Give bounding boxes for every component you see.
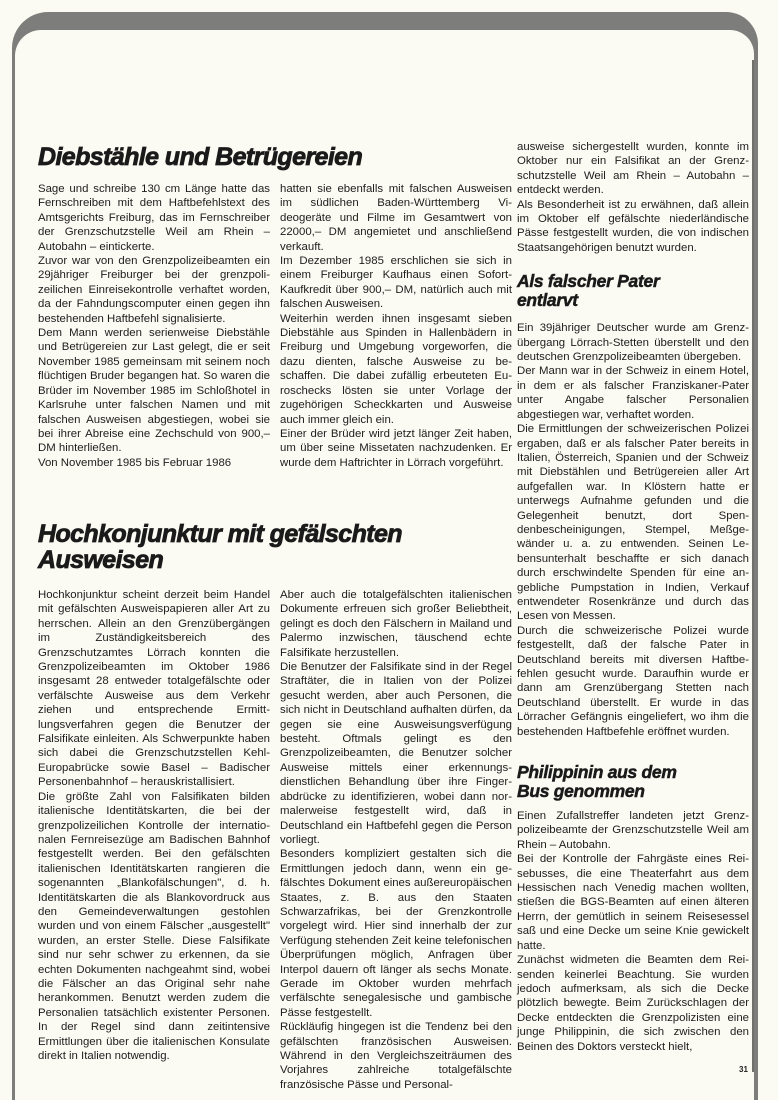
paragraph: Zunächst widmeten die Beamten dem Reisenden keinerlei Beachtung. Sie wurden jedoch aufmerksam, als sich die Decke plötzlich bewegte. Beim Zurückschlagen der Decke entdeckten die Grenzpolizisten eine junge Philippinin, die sich zwischen den Beinen des Doktors versteckt hielt,: [517, 954, 749, 1053]
paragraph: Die Ermittlungen der schweizerischen Polizei ergaben, daß er als falscher Pater bereits in Italien, Österreich, Spanien und der Schweiz mit Diebstählen und Betrügereien aller Art aufgefallen war. In Klöstern hatte er unterwegs Aufnahme gefunden und die Gelegenheit benutzt, dort Spendenbescheinigungen, Stempel, Meßgewänder u. a. zu entwenden. Seinen Lebensunterhalt beschaffte er sich danach durch erschwindelte Spenden für eine angebliche Pumpstation in Indien, Verkauf entwendeter Rosenkränze und durch das Lesen von Messen.: [517, 423, 749, 623]
frame-right-edge: [752, 60, 754, 1072]
paragraph: Bei der Kontrolle der Fahrgäste eines Reisebusses, die eine Theaterfahrt aus dem Hessischen nach Venedig machen wollten, stießen die BGS-Beamten auf einen älteren Herrn, der gemütlich in seinem Reisesessel saß und eine Decke um seine Knie gewickelt hatte.: [517, 853, 749, 952]
paragraph: Die größte Zahl von Falsifikaten bilden italienische Identitätskarten, die bei der grenzpolizeilichen Kontrolle der internationalen Fernreisezüge am Badischen Bahnhof festgestellt werden. Bei den gefälschten italienischen Identitätskarten rangieren die sogenannten „Blankofälschungen", d. h. Identitätskarten die als Blankovordruck aus den Gemeindeverwaltungen gestohlen wurden und von einem Fälscher „ausgestellt" wurden, an erster Stelle. Diese Falsifikate sind nur sehr schwer zu erkennen, da sie echten Dokumenten nachgeahmt sind, wobei die Fälscher an das Original sehr nahe herankommen. Benutzt werden zudem die Personalien tatsächlich existenter Personen. In der Regel sind dann zeitintensive Ermittlungen über die italienischen Konsulate direkt in Italien notwendig.: [38, 790, 270, 1062]
headline-pater: [517, 272, 749, 310]
paragraph: Sage und schreibe 130 cm Länge hatte das Fernschreiben mit dem Haftbefehlstext des Amtsgerichts Freiburg, das im Fernschreiber der Grenzschutzstelle Weil am Rhein – Autobahn – eintickerte.: [38, 183, 270, 253]
headline-philippinin: [517, 763, 749, 801]
paragraph: Weiterhin werden ihnen insgesamt sieben Diebstähle aus Spinden in Hallenbädern in Freiburg und Umgebung vorgeworfen, die dazu dienten, falsche Ausweise zu beschaffen. Die dabei zufällig erbeuteten Euroschecks lösten sie unter Vorlage der zugehörigen Scheckkarten und Ausweise auch immer gleich ein.: [280, 312, 512, 426]
paragraph: Als Besonderheit ist zu erwähnen, daß allein im Oktober elf gefälschte niederländische Pässe festgestellt wurden, die von indischen Staatsangehörigen benutzt wurden.: [517, 198, 749, 254]
headline-line-2: Bus genommen: [517, 781, 645, 802]
paragraph: hatten sie ebenfalls mit falschen Ausweisen im südlichen Baden-Württemberg Videogeräte und Filme im Gesamtwert von 22000,– DM angemietet und anschließend verkauft.: [280, 183, 512, 253]
page-number: 31: [739, 1065, 748, 1074]
headline-diebstaehle: Diebstähle und Betrügereien: [38, 143, 363, 171]
article-hochkonjunktur-column-2: [280, 588, 512, 1092]
paragraph: Im Dezember 1985 erschlichen sie sich in einem Freiburger Kaufhaus einen Sofort-Kaufkredit über 900,– DM, natürlich auch mit falschen Ausweisen.: [280, 255, 512, 311]
headline-line-1: Als falscher Pater: [517, 271, 660, 292]
article-diebstaehle-column-2: [280, 182, 512, 470]
right-column: [517, 140, 749, 1054]
article-diebstaehle-column-1: [38, 182, 270, 470]
paragraph: Dem Mann werden serienweise Diebstähle und Betrügereien zur Last gelegt, die er seit November 1985 gemeinsam mit seinem noch flüchtigen Bruder begangen hat. So waren die Brüder im November 1985 im Schloßhotel in Karlsruhe unter falschen Namen und mit falschen Ausweisen abgestiegen, wobei sie bei ihrer Abreise eine Zechschuld von 900,– DM hinterließen.: [38, 327, 270, 455]
paragraph: Rückläufig hingegen ist die Tendenz bei den gefälschten französischen Ausweisen. Während in den Vergleichszeiträumen des Vorjahres zahlreiche totalgefälschte französische Pässe und Personal-: [280, 1021, 512, 1091]
paragraph: Von November 1985 bis Februar 1986: [38, 456, 232, 469]
headline-line-2: Ausweisen: [38, 546, 164, 574]
article-hochkonjunktur-column-1: [38, 588, 270, 1063]
paragraph: Durch die schweizerische Polizei wurde festgestellt, daß der falsche Pater in Deutschland bereits mit diversen Haftbefehlen gesucht wurde. Daraufhin wurde er dann am Grenzübergang Stetten nach Deutschland überstellt. Er wurde in das Lörracher Gefängnis eingeliefert, wo ihm die bestehenden Haftbefehle eröffnet wurden.: [517, 624, 749, 738]
paragraph: Ein 39jähriger Deutscher wurde am Grenzübergang Lörrach-Stetten überstellt und den deutschen Grenzpolizeibeamten übergeben.: [517, 322, 749, 364]
paragraph: Der Mann war in der Schweiz in einem Hotel, in dem er als falscher Franziskaner-Pater unter Angabe falscher Personalien abgestiegen war, verhaftet worden.: [517, 365, 749, 421]
paragraph: Hochkonjunktur scheint derzeit beim Handel mit gefälschten Ausweispapieren aller Art zu herrschen. Allein an den Grenzübergängen im Zuständigkeitsbereich des Grenzschutzamtes Lörrach konnten die Grenzpolizeibeamten im Oktober 1986 insgesamt 28 entweder totalgefälschte oder verfälschte Ausweise aus dem Verkehr ziehen und entsprechende Ermittlungsverfahren gegen die Benutzer der Falsifikate einleiten. Als Schwerpunkte haben sich dabei die Grenzschutzstellen Kehl-Europabrücke sowie Basel – Badischer Personenbahnhof – herauskristallisiert.: [38, 589, 270, 789]
paragraph: Einen Zufallstreffer landeten jetzt Grenzpolizeibeamte der Grenzschutzstelle Weil am Rhein – Autobahn.: [517, 810, 749, 851]
headline-line-2: entlarvt: [517, 290, 578, 311]
headline-line-1: Philippinin aus dem: [517, 762, 677, 783]
headline-line-1: Hochkonjunktur mit gefälschten: [38, 520, 402, 548]
paragraph: Einer der Brüder wird jetzt länger Zeit haben, um über seine Missetaten nachzudenken. Er wurde dem Haftrichter in Lörrach vorgeführt.: [280, 427, 512, 469]
paragraph: Die Benutzer der Falsifikate sind in der Regel Straftäter, die in Italien von der Polizei gesucht werden, aber auch Personen, die sich nicht in Deutschland aufhalten dürfen, da gegen sie eine Ausweisungsverfügung besteht. Oftmals gelingt es den Grenzpolizeibeamten, die Benutzer solcher Ausweise mittels einer erkennungsdienstlichen Behandlung über ihre Fingerabdrücke zu identifizieren, wobei dann normalerweise festgestellt wird, daß in Deutschland ein Haftbefehl gegen die Person vorliegt.: [280, 661, 512, 846]
frame-left-edge: [12, 60, 15, 1072]
paragraph: ausweise sichergestellt wurden, konnte im Oktober nur ein Falsifikat an der Grenzschutzstelle Weil am Rhein – Autobahn – entdeckt werden.: [517, 141, 749, 197]
paragraph: Aber auch die totalgefälschten italienischen Dokumente erfreuen sich großer Beliebtheit, gelingt es doch den Fälschern in Mailand und Palermo inzwischen, täuschend echte Falsifikate herzustellen.: [280, 589, 512, 659]
headline-hochkonjunktur: [38, 521, 402, 573]
paragraph: Zuvor war von den Grenzpolizeibeamten ein 29jähriger Freiburger bei der grenzpolizeilichen Einreisekontrolle verhaftet worden, da der Fahndungscomputer einen gegen ihn bestehenden Haftbefehl signalisierte.: [38, 255, 270, 325]
paragraph: Besonders kompliziert gestalten sich die Ermittlungen jedoch dann, wenn ein gefälschtes Dokument eines außereuropäischen Staates, z. B. aus den Staaten Schwarzafrikas, bei der Grenzkontrolle vorgelegt wird. Hier sind innerhalb der zur Verfügung stehenden Zeit keine telefonischen Überprüfungen möglich, Anfragen über Interpol dauern oft länger als sechs Monate. Gerade im Oktober wurden mehrfach verfälschte senegalesische und gambische Pässe festgestellt.: [280, 848, 512, 1019]
